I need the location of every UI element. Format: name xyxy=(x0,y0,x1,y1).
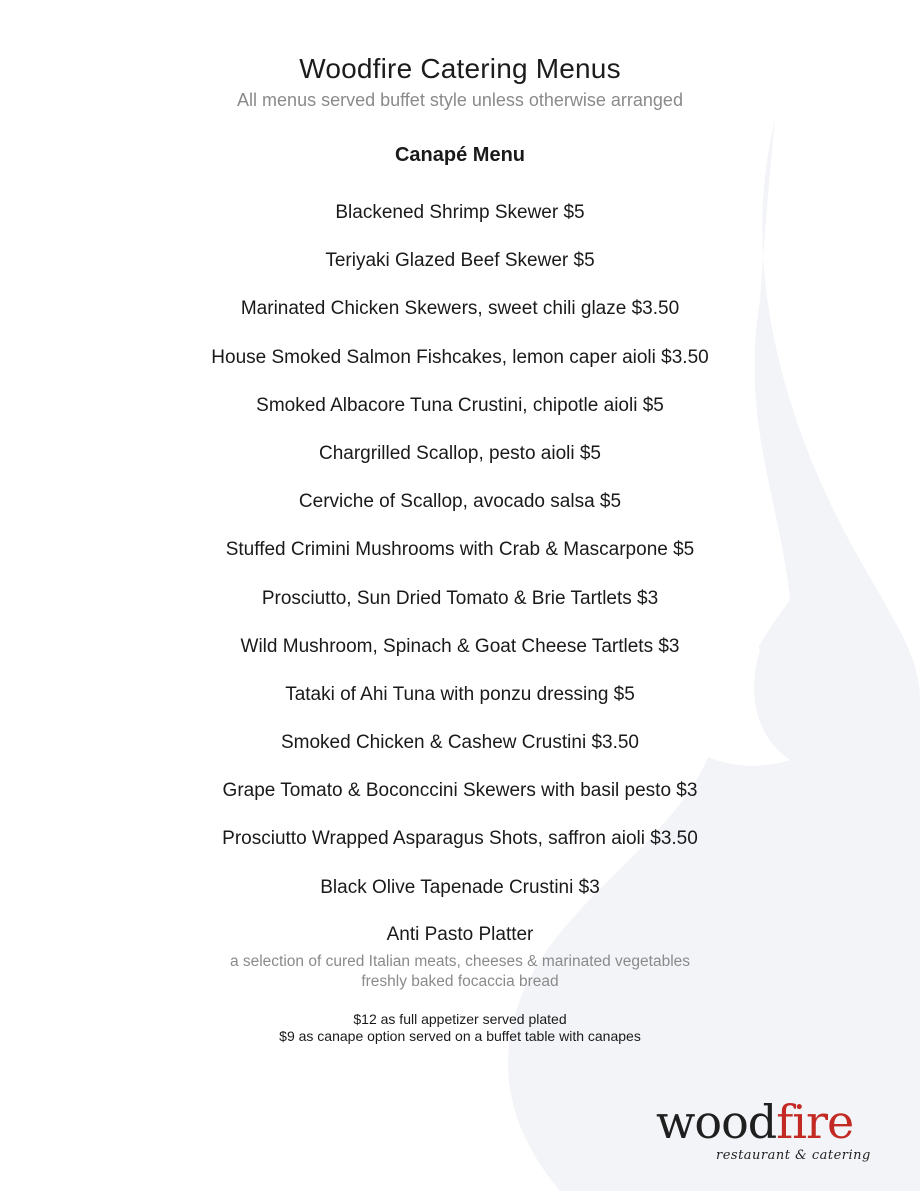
menu-item: Blackened Shrimp Skewer $5 xyxy=(335,202,585,223)
menu-item: Grape Tomato & Boconccini Skewers with basil pesto $3 xyxy=(222,780,698,802)
woodfire-logo xyxy=(656,1096,886,1172)
canape-menu-list xyxy=(0,199,920,922)
menu-item: Cerviche of Scallop, avocado salsa $5 xyxy=(298,491,622,513)
platter-description-line: a selection of cured Italian meats, cheeses & marinated vegetables xyxy=(229,953,691,970)
platter-description xyxy=(0,952,920,992)
menu-item: House Smoked Salmon Fishcakes, lemon caper aioli $3.50 xyxy=(211,346,709,368)
logo-fire-text: fire xyxy=(776,1095,854,1149)
logo-wood-text: wood xyxy=(656,1095,777,1149)
menu-item: Stuffed Crimini Mushrooms with Crab & Mascarpone $5 xyxy=(225,539,695,561)
section-title: Canapé Menu xyxy=(394,144,526,166)
menu-item: Wild Mushroom, Spinach & Goat Cheese Tartlets $3 xyxy=(240,635,680,657)
page-title: Woodfire Catering Menus xyxy=(299,53,621,84)
platter-price-line: $9 as canape option served on a buffet table with canapes xyxy=(279,1028,641,1044)
menu-item: Chargrilled Scallop, pesto aioli $5 xyxy=(319,442,601,464)
menu-item: Prosciutto Wrapped Asparagus Shots, saffron aioli $3.50 xyxy=(222,828,698,850)
logo-wordmark xyxy=(656,1096,886,1148)
menu-item: Black Olive Tapenade Crustini $3 xyxy=(320,876,600,898)
platter-prices xyxy=(0,1011,920,1045)
menu-item: Prosciutto, Sun Dried Tomato & Brie Tartlets $3 xyxy=(261,587,659,609)
platter-description-line: freshly baked focaccia bread xyxy=(361,973,559,990)
platter-name: Anti Pasto Platter xyxy=(386,924,534,945)
menu-item: Teriyaki Glazed Beef Skewer $5 xyxy=(325,250,595,272)
page-subtitle: All menus served buffet style unless otherwise arranged xyxy=(237,90,683,110)
platter-price-line: $12 as full appetizer served plated xyxy=(353,1011,567,1027)
menu-item: Tataki of Ahi Tuna with ponzu dressing $5 xyxy=(285,683,635,705)
logo-tagline: restaurant & catering xyxy=(716,1148,871,1163)
menu-item: Smoked Chicken & Cashew Crustini $3.50 xyxy=(280,732,639,754)
menu-item: Smoked Albacore Tuna Crustini, chipotle aioli $5 xyxy=(256,394,664,416)
menu-item: Marinated Chicken Skewers, sweet chili glaze $3.50 xyxy=(240,298,680,320)
